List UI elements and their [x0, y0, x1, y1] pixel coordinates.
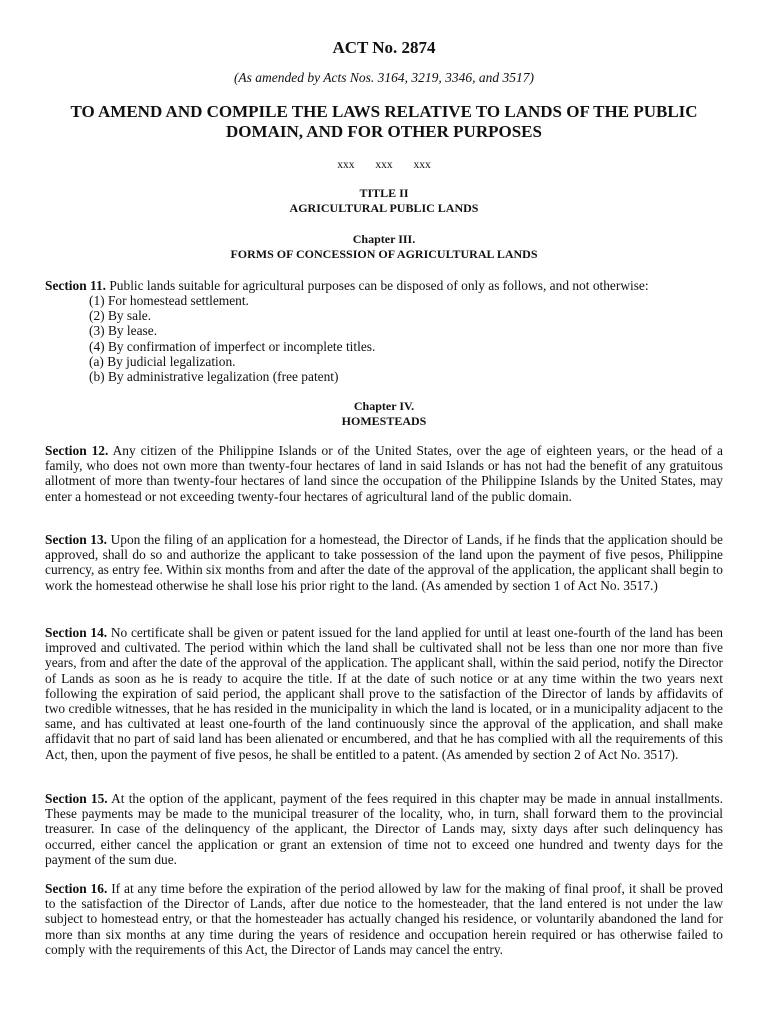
- list-item: (3) By lease.: [89, 323, 158, 339]
- section-text: Public lands suitable for agricultural purposes can be disposed of only as follows, and not otherwise:: [106, 278, 649, 293]
- chapter-name: HOMESTEADS: [341, 414, 427, 428]
- section-12: [45, 443, 723, 504]
- section-16: [45, 881, 723, 957]
- section-15: [45, 791, 723, 867]
- list-item: (b) By administrative legalization (free patent): [89, 369, 339, 385]
- list-item: (a) By judicial legalization.: [89, 353, 236, 369]
- omission-mark: xxx: [375, 159, 393, 171]
- list-item: (1) For homestead settlement.: [89, 293, 249, 308]
- section-11: [45, 278, 723, 293]
- section-text: Upon the filing of an application for a homestead, the Director of Lands, if he finds that the application should be approved, shall do so and authorize the applicant to take possession of the land upon the payment of five pesos, Philippine currency, as entry fee. Within six months from and after the date of the approval of the application, the applicant shall begin to work the homestead otherwise he shall lose his prior right to the land. (As amended by section 1 of Act No. 3517.): [45, 532, 723, 593]
- amendment-note: (As amended by Acts Nos. 3164, 3219, 3346, and 3517): [233, 70, 535, 85]
- chapter-name: FORMS OF CONCESSION OF AGRICULTURAL LANDS: [230, 247, 538, 261]
- title-name: AGRICULTURAL PUBLIC LANDS: [289, 201, 479, 215]
- section-11-list: [89, 293, 689, 384]
- omission-mark: xxx: [337, 159, 355, 171]
- chapter-label: Chapter III.: [352, 232, 416, 246]
- section-label: Section 15.: [45, 791, 108, 806]
- section-label: Section 12.: [45, 443, 109, 458]
- section-text: No certificate shall be given or patent issued for the land applied for until at least one-fourth of the land has been improved and cultivated. The period within which the land shall be cultivated shall not be less than one nor more than five years, from and after the date of the approval of the application. The applicant shall, within the said period, notify the Director of Lands as soon as he is ready to acquire the title. If at the date of such notice or at any time within the two years next following the expiration of said period, the applicant shall prove to the satisfaction of the Director of lands by affidavits of two credible witnesses, that he has resided in the municipality in which the land is located, or in a municipality adjacent to the same, and has cultivated at least one-fourth of the land continuously since the approval of the application, and shall make affidavit that no part of said land has been alienated or encumbered, and that he has complied with all the requirements of this Act, then, upon the payment of five pesos, he shall be entitled to a patent. (As amended by section 2 of Act No. 3517).: [45, 625, 723, 762]
- document-title: TO AMEND AND COMPILE THE LAWS RELATIVE TO LANDS OF THE PUBLIC DOMAIN, AND FOR OTHER PURPOSES: [70, 102, 698, 141]
- section-label: Section 13.: [45, 532, 107, 547]
- omission-mark: xxx: [413, 159, 431, 171]
- chapter-iv-heading: [0, 399, 768, 429]
- section-13: [45, 532, 723, 593]
- chapter-label: Chapter IV.: [353, 399, 415, 413]
- title-label: TITLE II: [359, 186, 409, 200]
- title-ii-heading: [0, 186, 768, 216]
- chapter-iii-heading: [0, 232, 768, 262]
- section-14: [45, 625, 723, 762]
- list-item: (4) By confirmation of imperfect or incomplete titles.: [89, 338, 376, 354]
- section-label: Section 16.: [45, 881, 108, 896]
- section-label: Section 11.: [45, 278, 107, 293]
- section-text: Any citizen of the Philippine Islands or of the United States, over the age of eighteen years, or the head of a family, who does not own more than twenty-four hectares of land in said Islands or has not had the benefit of any gratuitous allotment of more than twenty-four hectares of land since the occupation of the Philippine Islands by the United States, may enter a homestead or not exceeding twenty-four hectares of agricultural land of the public domain.: [45, 443, 724, 504]
- section-text: At the option of the applicant, payment of the fees required in this chapter may be made in annual installments. These payments may be made to the municipal treasurer of the locality, who, in turn, shall forward them to the provincial treasurer. In case of the delinquency of the applicant, the Director of Lands may, sixty days after such delinquency has occurred, either cancel the application or grant an extension of time not to exceed one hundred and twenty days for the payment of the sum due.: [45, 791, 723, 867]
- section-label: Section 14.: [45, 625, 108, 640]
- list-item: (2) By sale.: [89, 308, 152, 324]
- section-text: If at any time before the expiration of the period allowed by law for the making of final proof, it shall be proved to the satisfaction of the Director of Lands, after due notice to the homesteader, that the land entered is not under the law subject to homestead entry, or that the homesteader has actually changed his residence, or voluntarily abandoned the land for more than six months at any time during the years of residence and occupation herein required or has otherwise failed to comply with the requirements of this Act, the Director of Lands may cancel the entry.: [45, 881, 723, 957]
- act-title: ACT No. 2874: [332, 38, 436, 57]
- omission-marks: [0, 158, 768, 172]
